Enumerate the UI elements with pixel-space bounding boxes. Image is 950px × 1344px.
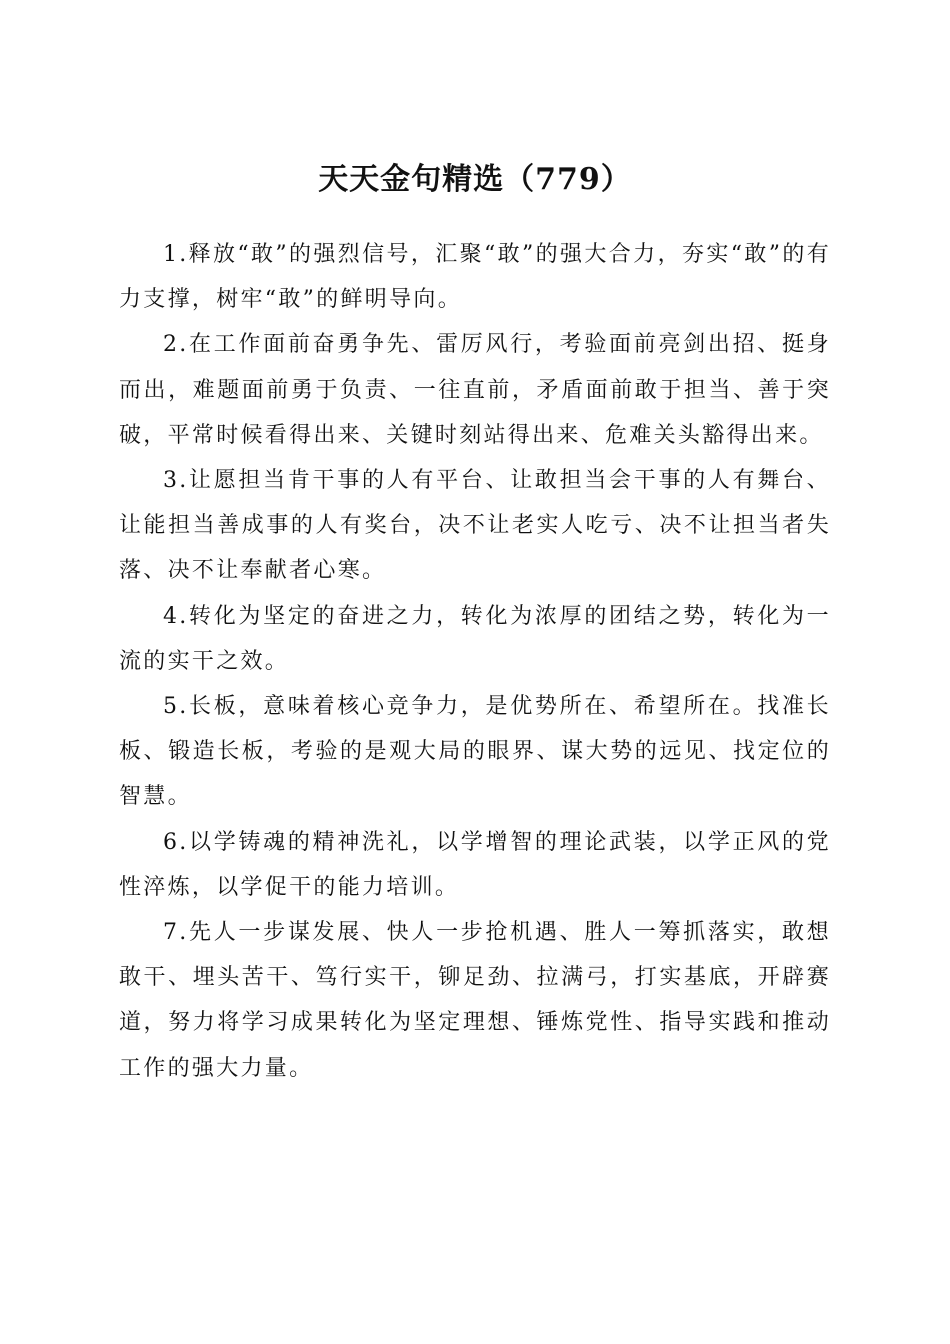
quote-paragraph-7: 7.先人一步谋发展、快人一步抢机遇、胜人一筹抓落实，敢想敢干、埋头苦干、笃行实干，铆足劲、拉满弓，打实基底，开辟赛道，努力将学习成果转化为坚定理想、锤炼党性、指导实践和推动工作的强大力量。	[119, 920, 831, 1081]
quote-paragraph-4: 4.转化为坚定的奋进之力，转化为浓厚的团结之势，转化为一流的实干之效。	[119, 603, 831, 674]
quote-paragraph-5: 5.长板，意味着核心竞争力，是优势所在、希望所在。找准长板、锻造长板，考验的是观大局的眼界、谋大势的远见、找定位的智慧。	[119, 694, 831, 810]
document-body	[119, 232, 831, 1091]
quote-paragraph-3: 3.让愿担当肯干事的人有平台、让敢担当会干事的人有舞台、让能担当善成事的人有奖台，决不让老实人吃亏、决不让担当者失落、决不让奉献者心寒。	[119, 468, 831, 584]
quote-paragraph-1: 1.释放“敢”的强烈信号，汇聚“敢”的强大合力，夯实“敢”的有力支撑，树牢“敢”的鲜明导向。	[119, 242, 831, 313]
quote-paragraph-2: 2.在工作面前奋勇争先、雷厉风行，考验面前亮剑出招、挺身而出，难题面前勇于负责、一往直前，矛盾面前敢于担当、善于突破，平常时候看得出来、关键时刻站得出来、危难关头豁得出来。	[119, 332, 831, 448]
document-title: 天天金句精选（779）	[318, 162, 632, 198]
quote-paragraph-6: 6.以学铸魂的精神洗礼，以学增智的理论武装，以学正风的党性淬炼，以学促干的能力培训。	[119, 829, 831, 900]
